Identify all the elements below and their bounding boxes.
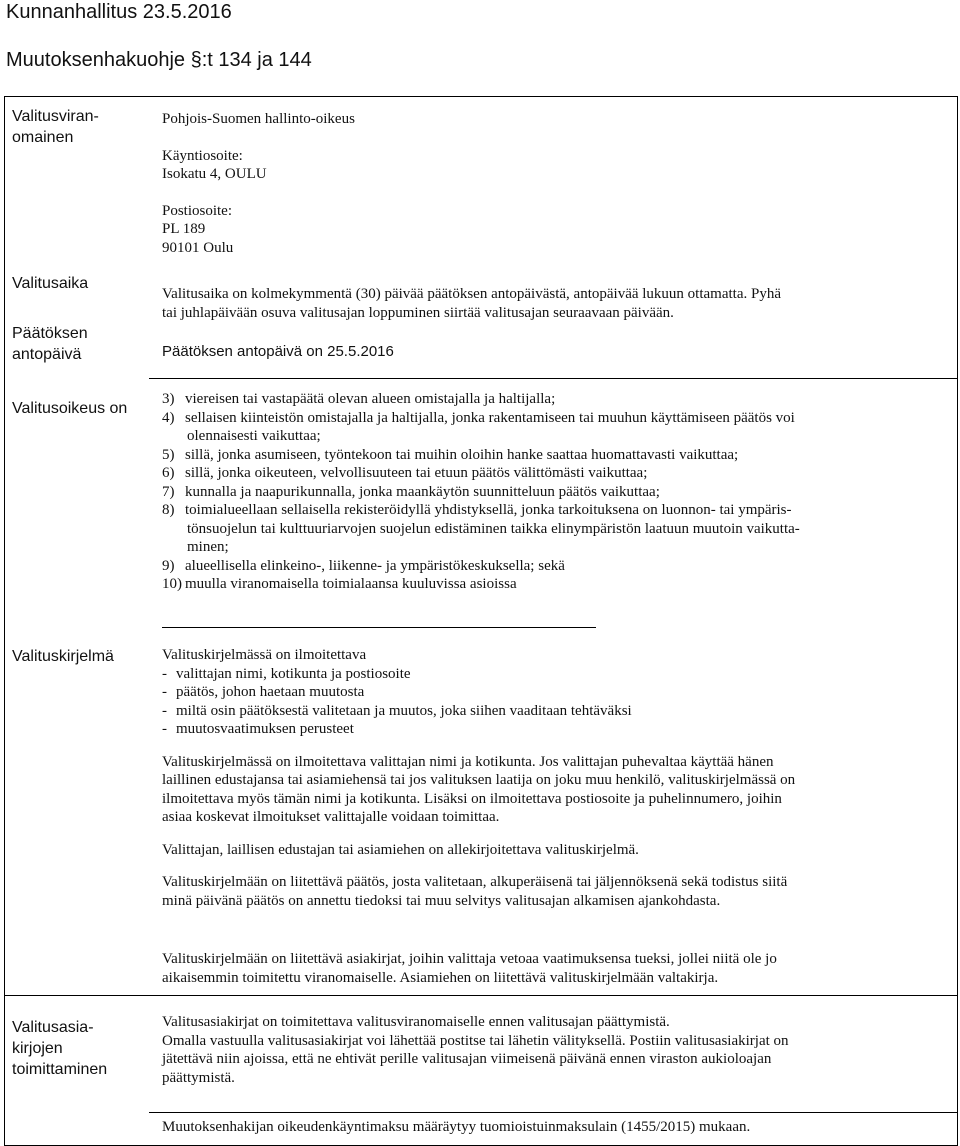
- list-text: viereisen tai vastapäätä olevan alueen omistajalla ja haltijalla;: [185, 391, 556, 407]
- list-item: [162, 501, 952, 520]
- bullet-text: miltä osin päätöksestä valitetaan ja muutos, joka siihen vaaditaan tehtäväksi: [176, 702, 632, 719]
- list-item: [162, 557, 952, 576]
- paragraph-line: Valituskirjelmään on liitettävä asiakirjat, joihin valittaja vetoaa vaatimuksensa tueksi, jollei niitä ole jo: [162, 951, 777, 967]
- list-item: [162, 483, 952, 502]
- list-text: sillä, jonka oikeuteen, velvollisuuteen tai etuun päätös välittömästi vaikuttaa;: [185, 465, 648, 481]
- list-item: tönsuojelun tai kulttuuriarvojen suojelun edistäminen taikka elinympäristön laatuun muutoin vaikutta-: [187, 520, 800, 537]
- paragraph-line: Omalla vastuulla valitusasiakirjat voi lähettää postitse tai lähetin välityksellä. Postiin valitusasiakirjat on: [162, 1032, 789, 1049]
- bullet-dash: -: [162, 702, 167, 719]
- decision-date: Päätöksen antopäivä on 25.5.2016: [162, 343, 394, 360]
- authority-name: Pohjois-Suomen hallinto-oikeus: [162, 111, 355, 127]
- bullet-item: [162, 683, 952, 702]
- paragraph-line: asiaa koskevat ilmoitukset valittajalle voidaan toimittaa.: [162, 809, 500, 825]
- list-item: [162, 464, 952, 483]
- list-number: 4): [162, 409, 175, 426]
- letter-para-2: Valittajan, laillisen edustajan tai asiamiehen on allekirjoitettava valituskirjelmä.: [162, 841, 639, 858]
- list-item: minen;: [187, 539, 229, 555]
- list-item: [162, 409, 952, 428]
- paragraph-line: aikaisemmin toimitettu viranomaiselle. Asiamiehen on liitettävä valituskirjelmään valtakirja.: [162, 969, 719, 986]
- paragraph-line: ilmoitettava myös tämän nimi ja kotikunta. Lisäksi on ilmoitettava postiosoite ja puhelinnumero, joihin: [162, 790, 782, 807]
- period-line-1: Valitusaika on kolmekymmentä (30) päivää päätöksen antopäivästä, antopäivää lukuun ottamatta. Pyhä: [162, 286, 781, 302]
- bullet-dash: -: [162, 665, 167, 682]
- paragraph-line: minä päivänä päätös on annettu tiedoksi tai muu selvitys valitusajan alkamisen ajankohdasta.: [162, 892, 721, 909]
- delivery-block: [162, 1013, 952, 1087]
- list-number: 7): [162, 483, 175, 500]
- list-item: olennaisesti vaikuttaa;: [187, 428, 321, 444]
- list-item: [162, 575, 952, 594]
- list-text: toimialueellaan sellaisella rekisteröidyllä yhdistyksellä, jonka tarkoituksena on luonnon- tai ympäris-: [185, 502, 792, 518]
- list-number: 3): [162, 391, 175, 407]
- list-item: [162, 446, 952, 465]
- right-list: [162, 390, 952, 594]
- post-box: PL 189: [162, 221, 206, 237]
- label-period: Valitusaika: [12, 275, 89, 292]
- post-city: 90101 Oulu: [162, 239, 234, 256]
- list-item: [162, 390, 952, 409]
- delivery-para-2: [162, 1032, 952, 1088]
- period-line-2: tai juhlapäivään osuva valitusajan loppuminen siirtää valitusajan seuraavaan päivään.: [162, 304, 674, 321]
- bullet-dash: -: [162, 721, 167, 737]
- divider: [149, 1112, 958, 1113]
- bullet-item: [162, 665, 952, 684]
- visit-address: Isokatu 4, OULU: [162, 166, 267, 182]
- period-block: [162, 285, 952, 322]
- letter-intro: Valituskirjelmässä on ilmoitettava: [162, 647, 367, 663]
- letter-bullets: [162, 665, 952, 739]
- bullet-text: valittajan nimi, kotikunta ja postiosoite: [176, 665, 411, 682]
- list-text: kunnalla ja naapurikunnalla, jonka maankäytön suunnitteluun päätös vaikuttaa;: [185, 483, 660, 500]
- bullet-item: [162, 720, 952, 739]
- header-line-1: Kunnanhallitus 23.5.2016: [6, 1, 232, 23]
- label-authority: Valitusviran- omainen: [12, 108, 99, 146]
- label-decision-date: Päätöksen antopäivä: [12, 325, 88, 363]
- list-text: sellaisen kiinteistön omistajalla ja haltijalla, jonka rakentamiseen tai muuhun käyttämiseen päätös voi: [185, 409, 795, 426]
- list-number: 5): [162, 446, 175, 463]
- paragraph-line: laillinen edustajansa tai asiamiehensä tai jos valituksen laatija on joku muu henkilö, valituskirjelmässä on: [162, 772, 796, 788]
- bullet-text: päätös, johon haetaan muutosta: [176, 684, 365, 700]
- list-number: 6): [162, 465, 175, 481]
- delivery-para-1: Valitusasiakirjat on toimitettava valitusviranomaiselle ennen valitusajan päättymistä.: [162, 1014, 670, 1030]
- divider: [149, 378, 958, 379]
- list-text: muulla viranomaisella toimialaansa kuuluvissa asioissa: [185, 576, 517, 592]
- list-underline: [162, 627, 596, 628]
- letter-para-1: [162, 753, 952, 827]
- letter-para-4: [162, 950, 952, 987]
- label-letter: Valituskirjelmä: [12, 648, 114, 665]
- post-label: Postiosoite:: [162, 202, 233, 219]
- letter-block: [162, 646, 952, 910]
- list-number: 10): [162, 576, 182, 592]
- list-text: alueellisella elinkeino-, liikenne- ja ympäristökeskuksella; sekä: [185, 557, 565, 574]
- header-line-2: Muutoksenhakuohje §:t 134 ja 144: [6, 49, 312, 71]
- bullet-dash: -: [162, 684, 167, 700]
- paragraph-line: Valituskirjelmään on liitettävä päätös, josta valitetaan, alkuperäisenä tai jäljennöksenä sekä todistus siitä: [162, 874, 788, 890]
- paragraph-line: jätettävä niin ajoissa, että ne ehtivät perille valitusajan viimeisenä päivänä ennen viraston aukioloajan: [162, 1051, 772, 1067]
- list-text: sillä, jonka asumiseen, työntekoon tai muihin oloihin hanke saattaa huomattavasti vaikuttaa;: [185, 446, 739, 463]
- authority-block: [162, 110, 952, 257]
- letter-para-3: [162, 873, 952, 910]
- paragraph-line: päättymistä.: [162, 1069, 235, 1086]
- list-number: 8): [162, 502, 175, 518]
- visit-label: Käyntiosoite:: [162, 147, 243, 164]
- bullet-text: muutosvaatimuksen perusteet: [176, 721, 354, 737]
- label-right: Valitusoikeus on: [12, 400, 128, 417]
- label-delivery: Valitusasia- kirjojen toimittaminen: [12, 1019, 108, 1078]
- paragraph-line: Valituskirjelmässä on ilmoitettava valittajan nimi ja kotikunta. Jos valittajan puhevaltaa käyttää hänen: [162, 753, 774, 770]
- fee-text: Muutoksenhakijan oikeudenkäyntimaksu määräytyy tuomioistuinmaksulain (1455/2015) mukaan.: [162, 1119, 751, 1135]
- bullet-item: [162, 702, 952, 721]
- list-number: 9): [162, 557, 175, 574]
